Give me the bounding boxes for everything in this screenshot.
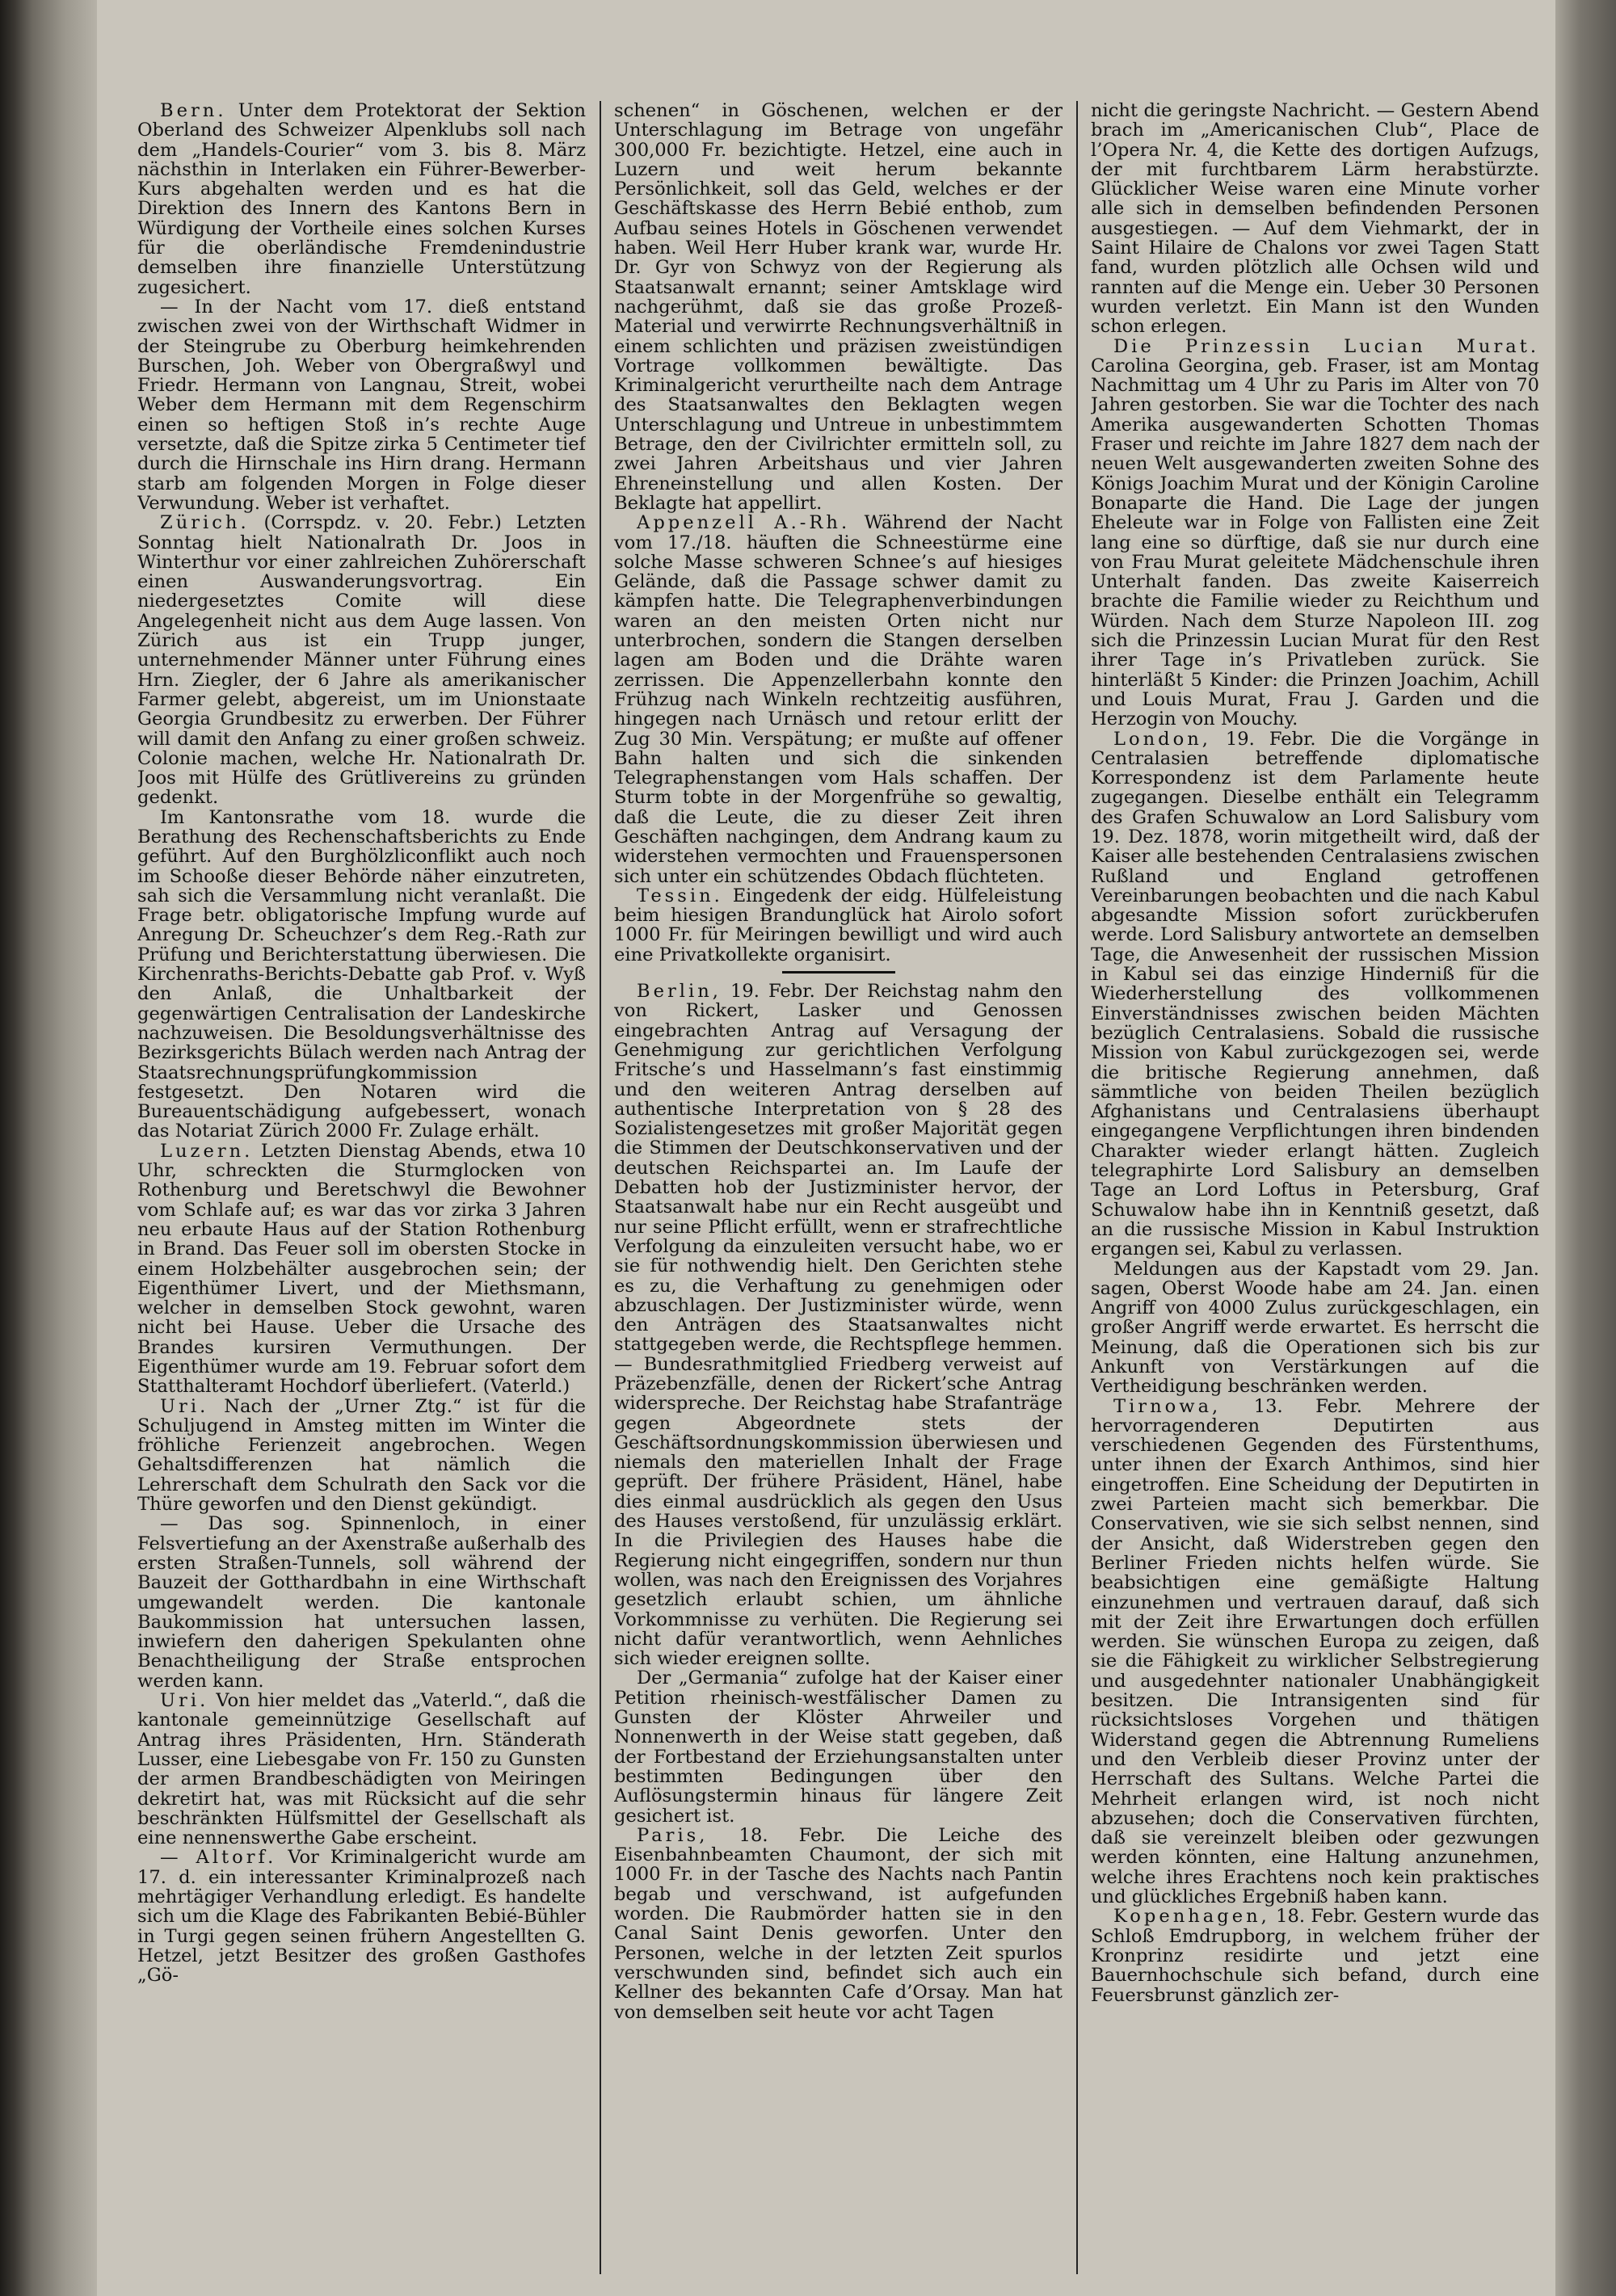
article-dateline: Uri.	[160, 1395, 209, 1417]
article-paragraph	[1091, 1907, 1539, 2004]
article-dateline: Berlin,	[637, 981, 722, 1003]
article-text: 18. Febr. Gestern wurde das Schloß Emdrupborg, in welchem früher der Kronprinz residirte und jetzt eine Bauernhochschule sich befand, durch eine Feuersbrunst gänzlich zer-	[1091, 1906, 1539, 2006]
article-text: Der „Germania“ zufolge hat der Kaiser einer Petition rheinisch-westfälischer Damen zu Gunsten der Klöster Ahrweiler und Nonnenwerth in der Weise statt gegeben, daß der Fortbestand der Erziehungsanstalten unter bestimmten Bedingungen über den Auflösungstermin hinaus für längere Zeit gesichert ist.	[614, 1667, 1063, 1827]
article-text: Nach der „Urner Ztg.“ ist für die Schuljugend in Amsteg mitten im Winter die fröhliche Ferienzeit angebrochen. Wegen Gehaltsdifferenzen hat nämlich die Lehrerschaft dem Schulrath den Sack vor die Thüre geworfen und den Dienst gekündigt.	[137, 1395, 586, 1516]
newspaper-page	[137, 101, 1592, 2282]
article-paragraph	[614, 1826, 1063, 2022]
article-text: Meldungen aus der Kapstadt vom 29. Jan. sagen, Oberst Woode habe am 24. Jan. einen Angriff von 4000 Zulus zurückgeschlagen, ein großer Angriff werde erwartet. Es herrscht die Meinung, daß die Operationen sich bis zur Ankunft von Verstärkungen auf die Vertheidigung beschränken werden.	[1091, 1258, 1539, 1398]
article-paragraph	[137, 1397, 586, 1515]
article-paragraph	[1091, 337, 1539, 730]
article-paragraph	[137, 297, 586, 513]
article-text: 13. Febr. Mehrere der hervorragenderen Deputirten aus verschiedenen Gegenden des Fürstenthums, unter ihnen der Exarch Anthimos, sind hier eingetroffen. Eine Scheidung der Deputirten in zwei Parteien macht sich bemerkbar. Die Conservativen, wie sie sich selbst nennen, sind der Ansicht, daß Widerstreben gegen den Berliner Frieden nichts helfen würde. Sie beabsichtigen eine gemäßigte Haltung einzunehmen und vertrauen darauf, daß sich mit der Zeit ihre Erwartungen doch erfüllen werden. Sie wünschen Europa zu zeigen, daß sie die Fähigkeit zu wirklicher Selbstregierung und ausgedehnter nationaler Unabhängigkeit besitzen. Die Intransigenten sind für rücksichtsloses Vorgehen und thätigen Widerstand gegen die Abtrennung Rumeliens und den Verbleib dieser Provinz unter der Herrschaft des Sultans. Welche Partei die Mehrheit erlangen wird, ist noch nicht abzusehen; doch die Conservativen fürchten, daß sie vereinzelt bleiben oder gezwungen werden könnten, eine Haltung anzunehmen, welche ihres Erachtens noch kein praktisches und glückliches Ergebniß haben kann.	[1091, 1395, 1539, 1908]
article-text: Letzten Dienstag Abends, etwa 10 Uhr, schreckten die Sturmglocken von Rothenburg und Beretschwyl die Bewohner vom Schlafe auf; es war das vor zirka 3 Jahren neu erbaute Haus auf der Station Rothenburg in Brand. Das Feuer soll im obersten Stocke in einem Holzbehälter ausgebrochen sein; der Eigenthümer Livert, und der Miethsmann, welcher in demselben Stock gewohnt, waren nicht bei Hause. Ueber die Ursache des Brandes kursiren Vermuthungen. Der Eigenthümer wurde am 19. Februar sofort dem Statthalteramt Hochdorf überliefert. (Vaterld.)	[137, 1140, 586, 1398]
article-text: Eingedenk der eidg. Hülfeleistung beim hiesigen Brandunglück hat Airolo sofort 1000 Fr. für Meiringen bewilligt und wird auch eine Privatkollekte organisirt.	[614, 885, 1063, 965]
article-dateline: London,	[1113, 728, 1211, 750]
article-dateline: Kopenhagen,	[1113, 1906, 1270, 1928]
article-dateline: Tessin.	[637, 885, 723, 906]
article-text: 19. Febr. Der Reichstag nahm den von Rickert, Lasker und Genossen eingebrachten Antrag auf Versagung der Genehmigung zur gerichtlichen Verfolgung Fritsche’s und Hasselmann’s fast einstimmig und den weiteren Antrag derselben auf authentische Interpretation von § 28 des Sozialistengesetzes mit großer Majorität gegen die Stimmen der Deutschkonservativen und der deutschen Reichspartei an. Im Laufe der Debatten hob der Justizminister hervor, der Staatsanwalt habe nur ein Recht ausgeübt und nur seine Pflicht erfüllt, wenn er strafrechtliche Verfolgung da einzuleiten versucht habe, wo er sie für nothwendig hielt. Den Gerichten stehe es zu, die Verhaftung zu genehmigen oder abzuschlagen. Der Justizminister würde, wenn den Anträgen des Staatsanwaltes nicht stattgegeben werde, die Rechtspflege hemmen. — Bundesrathmitglied Friedberg verweist auf Präzebenzfälle, denen der Rickert’sche Antrag widerspreche. Der Reichstag habe Strafanträge gegen Abgeordnete stets der Geschäftsordnungskommission überwiesen und niemals den materiellen Inhalt der Frage geprüft. Der frühere Präsident, Hänel, habe dies einmal ausdrücklich als gegen den Usus des Hauses verstoßend, für unzulässig erklärt. In die Privilegien des Hauses habe die Regierung nicht eingegriffen, sondern nur thun wollen, was nach den Ereignissen des Vorjahres gesetzlich erlaubt schien, um ähnliche Vorkommnisse zu verhüten. Die Regierung sei nicht dafür verantwortlich, wenn Aehnliches sich wieder ereignen sollte.	[614, 981, 1063, 1670]
article-paragraph	[614, 101, 1063, 513]
article-paragraph	[137, 1514, 586, 1691]
article-paragraph	[137, 808, 586, 1142]
column-1	[137, 101, 586, 2282]
article-text: Im Kantonsrathe vom 18. wurde die Berathung des Rechenschaftsberichts zu Ende geführt. Auf den Burghölzliconflikt auch noch im Schooße dieser Behörde näher einzutreten, sah sich die Versammlung nicht veranlaßt. Die Frage betr. obligatorische Impfung wurde auf Anregung Dr. Scheuchzer’s dem Reg.-Rath zur Prüfung und Berichterstattung überwiesen. Die Kirchenraths-Berichts-Debatte gab Prof. v. Wyß den Anlaß, die Unhaltbarkeit der gegenwärtigen Centralisation der Landeskirche nachzuweisen. Die Besoldungsverhältnisse des Bezirksgerichts Bülach werden nach Antrag der Staatsrechnungsprüfungkommission festgesetzt. Den Notaren wird die Bureauentschädigung aufgebessert, wonach das Notariat Zürich 2000 Fr. Zulage erhält.	[137, 806, 586, 1142]
article-paragraph	[137, 1142, 586, 1397]
article-paragraph	[137, 101, 586, 297]
article-dateline: Paris,	[637, 1824, 709, 1846]
article-dateline: Uri.	[160, 1690, 209, 1712]
article-dateline: Appenzell A.-Rh.	[637, 512, 851, 534]
article-text: (Corrspdz. v. 20. Febr.) Letzten Sonntag hielt Nationalrath Dr. Joos in Winterthur vor einer zahlreichen Zuhörerschaft einen Auswanderungsvortrag. Ein niedergesetztes Comite will diese Angelegenheit nicht aus dem Auge lassen. Von Zürich aus ist ein Trupp junger, unternehmender Männer unter Führung eines Hrn. Ziegler, der 6 Jahre als amerikanischer Farmer gelebt, abgereist, um im Unionstaate Georgia Grundbesitz zu erwerben. Der Führer will damit den Anfang zu einer großen schweiz. Colonie machen, welche Hr. Nationalrath Dr. Joos mit Hülfe des Grütlivereins zu gründen gedenkt.	[137, 512, 586, 809]
article-text: Von hier meldet das „Vaterld.“, daß die kantonale gemeinnützige Gesellschaft auf Antrag ihres Präsidenten, Hrn. Ständerath Lusser, eine Liebesgabe von Fr. 150 zu Gunsten der armen Brandbeschädigten von Meiringen dekretirt hat, was mit Rücksicht auf die sehr beschränkten Hülfsmittel der Gesellschaft als eine nennenswerthe Gabe erscheint.	[137, 1690, 586, 1849]
article-paragraph	[1091, 730, 1539, 1259]
article-dateline: Zürich.	[160, 512, 250, 534]
article-text: schenen“ in Göschenen, welchen er der Unterschlagung im Betrage von ungefähr 300,000 Fr. bezichtigte. Hetzel, eine auch in Luzern und weit herum bekannte Persönlichkeit, soll das Geld, welches er der Geschäftskasse des Herrn Bebié enthob, zum Aufbau seines Hotels in Göschenen verwendet haben. Weil Herr Huber krank war, wurde Hr. Dr. Gyr von Schwyz von der Regierung als Staatsanwalt ernannt; seiner Amtsklage wird nachgerühmt, daß sie das große Prozeß-Material und verwirrte Rechnungsverhältniß in einem schlichten und präzisen zweistündigen Vortrage vollkommen bewältigte. Das Kriminalgericht verurtheilte nach dem Antrage des Staatsanwaltes den Beklagten wegen Unterschlagung und Untreue in unbestimmtem Betrage, den der Civilrichter ermitteln soll, zu zwei Jahren Arbeitshaus und vier Jahren Ehreneinstellung und allen Kosten. Der Beklagte hat appellirt.	[614, 101, 1063, 514]
article-text: 19. Febr. Die die Vorgänge in Centralasien betreffende diplomatische Korrespondenz ist dem Parlamente heute zugegangen. Dieselbe enthält ein Telegramm des Grafen Schuwalow an Lord Salisbury vom 19. Dez. 1878, worin mitgetheilt wird, daß der Kaiser alle bestehenden Centralasiens zwischen Rußland und England getroffenen Vereinbarungen beobachten und die nach Kabul abgesandte Mission sofort zurückberufen werde. Lord Salisbury antwortete an demselben Tage, die Anwesenheit der russischen Mission in Kabul sei das einzige Hinderniß für die Wiederherstellung des vollkommenen Einverständnisses zwischen beiden Mächten bezüglich Centralasiens. Sobald die russische Mission von Kabul zurückgezogen sei, werde die britische Regierung annehmen, daß sämmtliche von beiden Theilen bezüglich Afghanistans und Centralasiens überhaupt eingegangene Verpflichtungen ihren bindenden Charakter wieder erlangt hätten. Zugleich telegraphirte Lord Salisbury an demselben Tage an Lord Loftus in Petersburg, Graf Schuwalow habe ihn in Kenntniß gesetzt, daß an die russische Mission in Kabul Instruktion ergangen sei, Kabul zu verlassen.	[1091, 728, 1539, 1260]
article-text: Vor Kriminalgericht wurde am 17. d. ein interessanter Kriminalprozeß nach mehrtägiger Verhandlung erledigt. Es handelte sich um die Klage des Fabrikanten Bebié-Bühler in Turgi gegen seinen frühern Angestellten G. Hetzel, jetzt Besitzer des großen Gasthofes „Gö-	[137, 1847, 586, 1987]
article-text: — In der Nacht vom 17. dieß entstand zwischen zwei von der Wirthschaft Widmer in der Steingrube zu Oberburg heimkehrenden Burschen, Joh. Weber von Obergraßwyl und Friedr. Hermann von Langnau, Streit, wobei Weber dem Hermann mit dem Regenschirm einen so heftigen Stoß in’s rechte Auge versetzte, daß die Spitze zirka 5 Centimeter tief durch die Hirnschale ins Hirn drang. Hermann starb am folgenden Morgen in Folge dieser Verwundung. Weber ist verhaftet.	[137, 296, 586, 514]
article-text: — Das sog. Spinnenloch, in einer Felsvertiefung an der Axenstraße außerhalb des ersten Straßen-Tunnels, soll während der Bauzeit der Gotthardbahn in eine Wirthschaft umgewandelt werden. Die kantonale Baukommission hat untersuchen lassen, inwiefern den daherigen Spekulanten ohne Benachtheiligung der Straße entsprochen werden kann.	[137, 1513, 586, 1692]
article-paragraph	[1091, 101, 1539, 337]
article-text: nicht die geringste Nachricht. — Gestern Abend brach im „Americanischen Club“, Place de l’Opera Nr. 4, die Kette des dortigen Aufzugs, der mit furchtbarem Lärm herabstürzte. Glücklicher Weise waren eine Minute vorher alle sich in demselben befindenden Personen ausgestiegen. — Auf dem Viehmarkt, der in Saint Hilaire de Chalons vor zwei Tagen Statt fand, wurden plötzlich alle Ochsen wild und rannten auf die Menge ein. Ueber 30 Personen wurden verletzt. Ein Mann ist den Wunden schon erlegen.	[1091, 101, 1539, 338]
column-rule	[600, 101, 601, 2274]
article-separator	[782, 971, 895, 973]
article-paragraph	[614, 982, 1063, 1668]
article-dateline: Tirnowa,	[1113, 1395, 1222, 1417]
article-dateline: — Altorf.	[160, 1847, 277, 1869]
article-paragraph	[137, 1848, 586, 1985]
column-rule	[1076, 101, 1078, 2274]
article-paragraph	[614, 886, 1063, 965]
binding-shadow	[0, 0, 97, 2296]
article-paragraph	[1091, 1397, 1539, 1907]
article-dateline: Luzern.	[160, 1140, 254, 1162]
article-dateline: Bern.	[160, 101, 227, 121]
column-3	[1091, 101, 1539, 2282]
article-text: Carolina Georgina, geb. Fraser, ist am Montag Nachmittag um 4 Uhr zu Paris im Alter von 70 Jahren gestorben. Sie war die Tochter des nach Amerika ausgewanderten Schotten Thomas Fraser und reichte im Jahre 1827 dem nach der neuen Welt ausgewanderten zweiten Sohne des Königs Joachim Murat und der Königin Caroline Bonaparte die Hand. Die Lage der jungen Eheleute war in Folge von Fallisten eine Zeit lang eine so dürftige, daß sie nur durch eine von Frau Murat geleitete Mädchenschule ihren Unterhalt fanden. Das zweite Kaiserreich brachte die Familie wieder zu Reichthum und Würden. Nach dem Sturze Napoleon III. zog sich die Prinzessin Lucian Murat für den Rest ihrer Tage in’s Privatleben zurück. Sie hinterläßt 5 Kinder: die Prinzen Joachim, Achill und Louis Murat, Frau J. Garden und die Herzogin von Mouchy.	[1091, 355, 1539, 730]
article-text: Unter dem Protektorat der Sektion Oberland des Schweizer Alpenklubs soll nach dem „Handels-Courier“ vom 3. bis 8. März nächsthin in Interlaken ein Führer-Bewerber-Kurs abgehalten werden und es hat die Direktion des Innern des Kantons Bern in Würdigung der Vortheile eines solchen Kurses für die oberländische Fremdenindustrie demselben ihre finanzielle Unterstützung zugesichert.	[137, 101, 586, 298]
article-dateline: Die Prinzessin Lucian Murat.	[1113, 335, 1539, 357]
article-paragraph	[614, 1668, 1063, 1825]
article-paragraph	[614, 513, 1063, 886]
article-paragraph	[1091, 1259, 1539, 1397]
article-text: Während der Nacht vom 17./18. häuften die Schneestürme eine solche Masse schweren Schnee’s auf hiesiges Gelände, daß die Passage schwer damit zu kämpfen hatte. Die Telegraphenverbindungen waren an den meisten Orten nicht nur unterbrochen, sondern die Stangen derselben lagen am Boden und die Drähte waren zerrissen. Die Appenzellerbahn konnte den Frühzug nach Winkeln rechtzeitig ausführen, hingegen nach Urnäsch und retour erlitt der Zug 30 Min. Verspätung; er mußte auf offener Bahn halten und sich die sinkenden Telegraphenstangen vom Hals schaffen. Der Sturm tobte in der Morgenfrühe so gewaltig, daß die Leute, die zu dieser Zeit ihren Geschäften nachgingen, dem Andrang kaum zu widerstehen vermochten und Frauenspersonen sich unter ein schützendes Obdach flüchteten.	[614, 512, 1063, 887]
article-text: 18. Febr. Die Leiche des Eisenbahnbeamten Chaumont, der sich mit 1000 Fr. in der Tasche des Nachts nach Pantin begab und verschwand, ist aufgefunden worden. Die Raubmörder hatten sie in den Canal Saint Denis geworfen. Unter den Personen, welche in der letzten Zeit spurlos verschwunden sind, befindet sich auch ein Kellner des bekannten Cafe d’Orsay. Man hat von demselben seit heute vor acht Tagen	[614, 1824, 1063, 2023]
article-paragraph	[137, 1691, 586, 1848]
article-paragraph	[137, 513, 586, 807]
column-2	[614, 101, 1063, 2282]
